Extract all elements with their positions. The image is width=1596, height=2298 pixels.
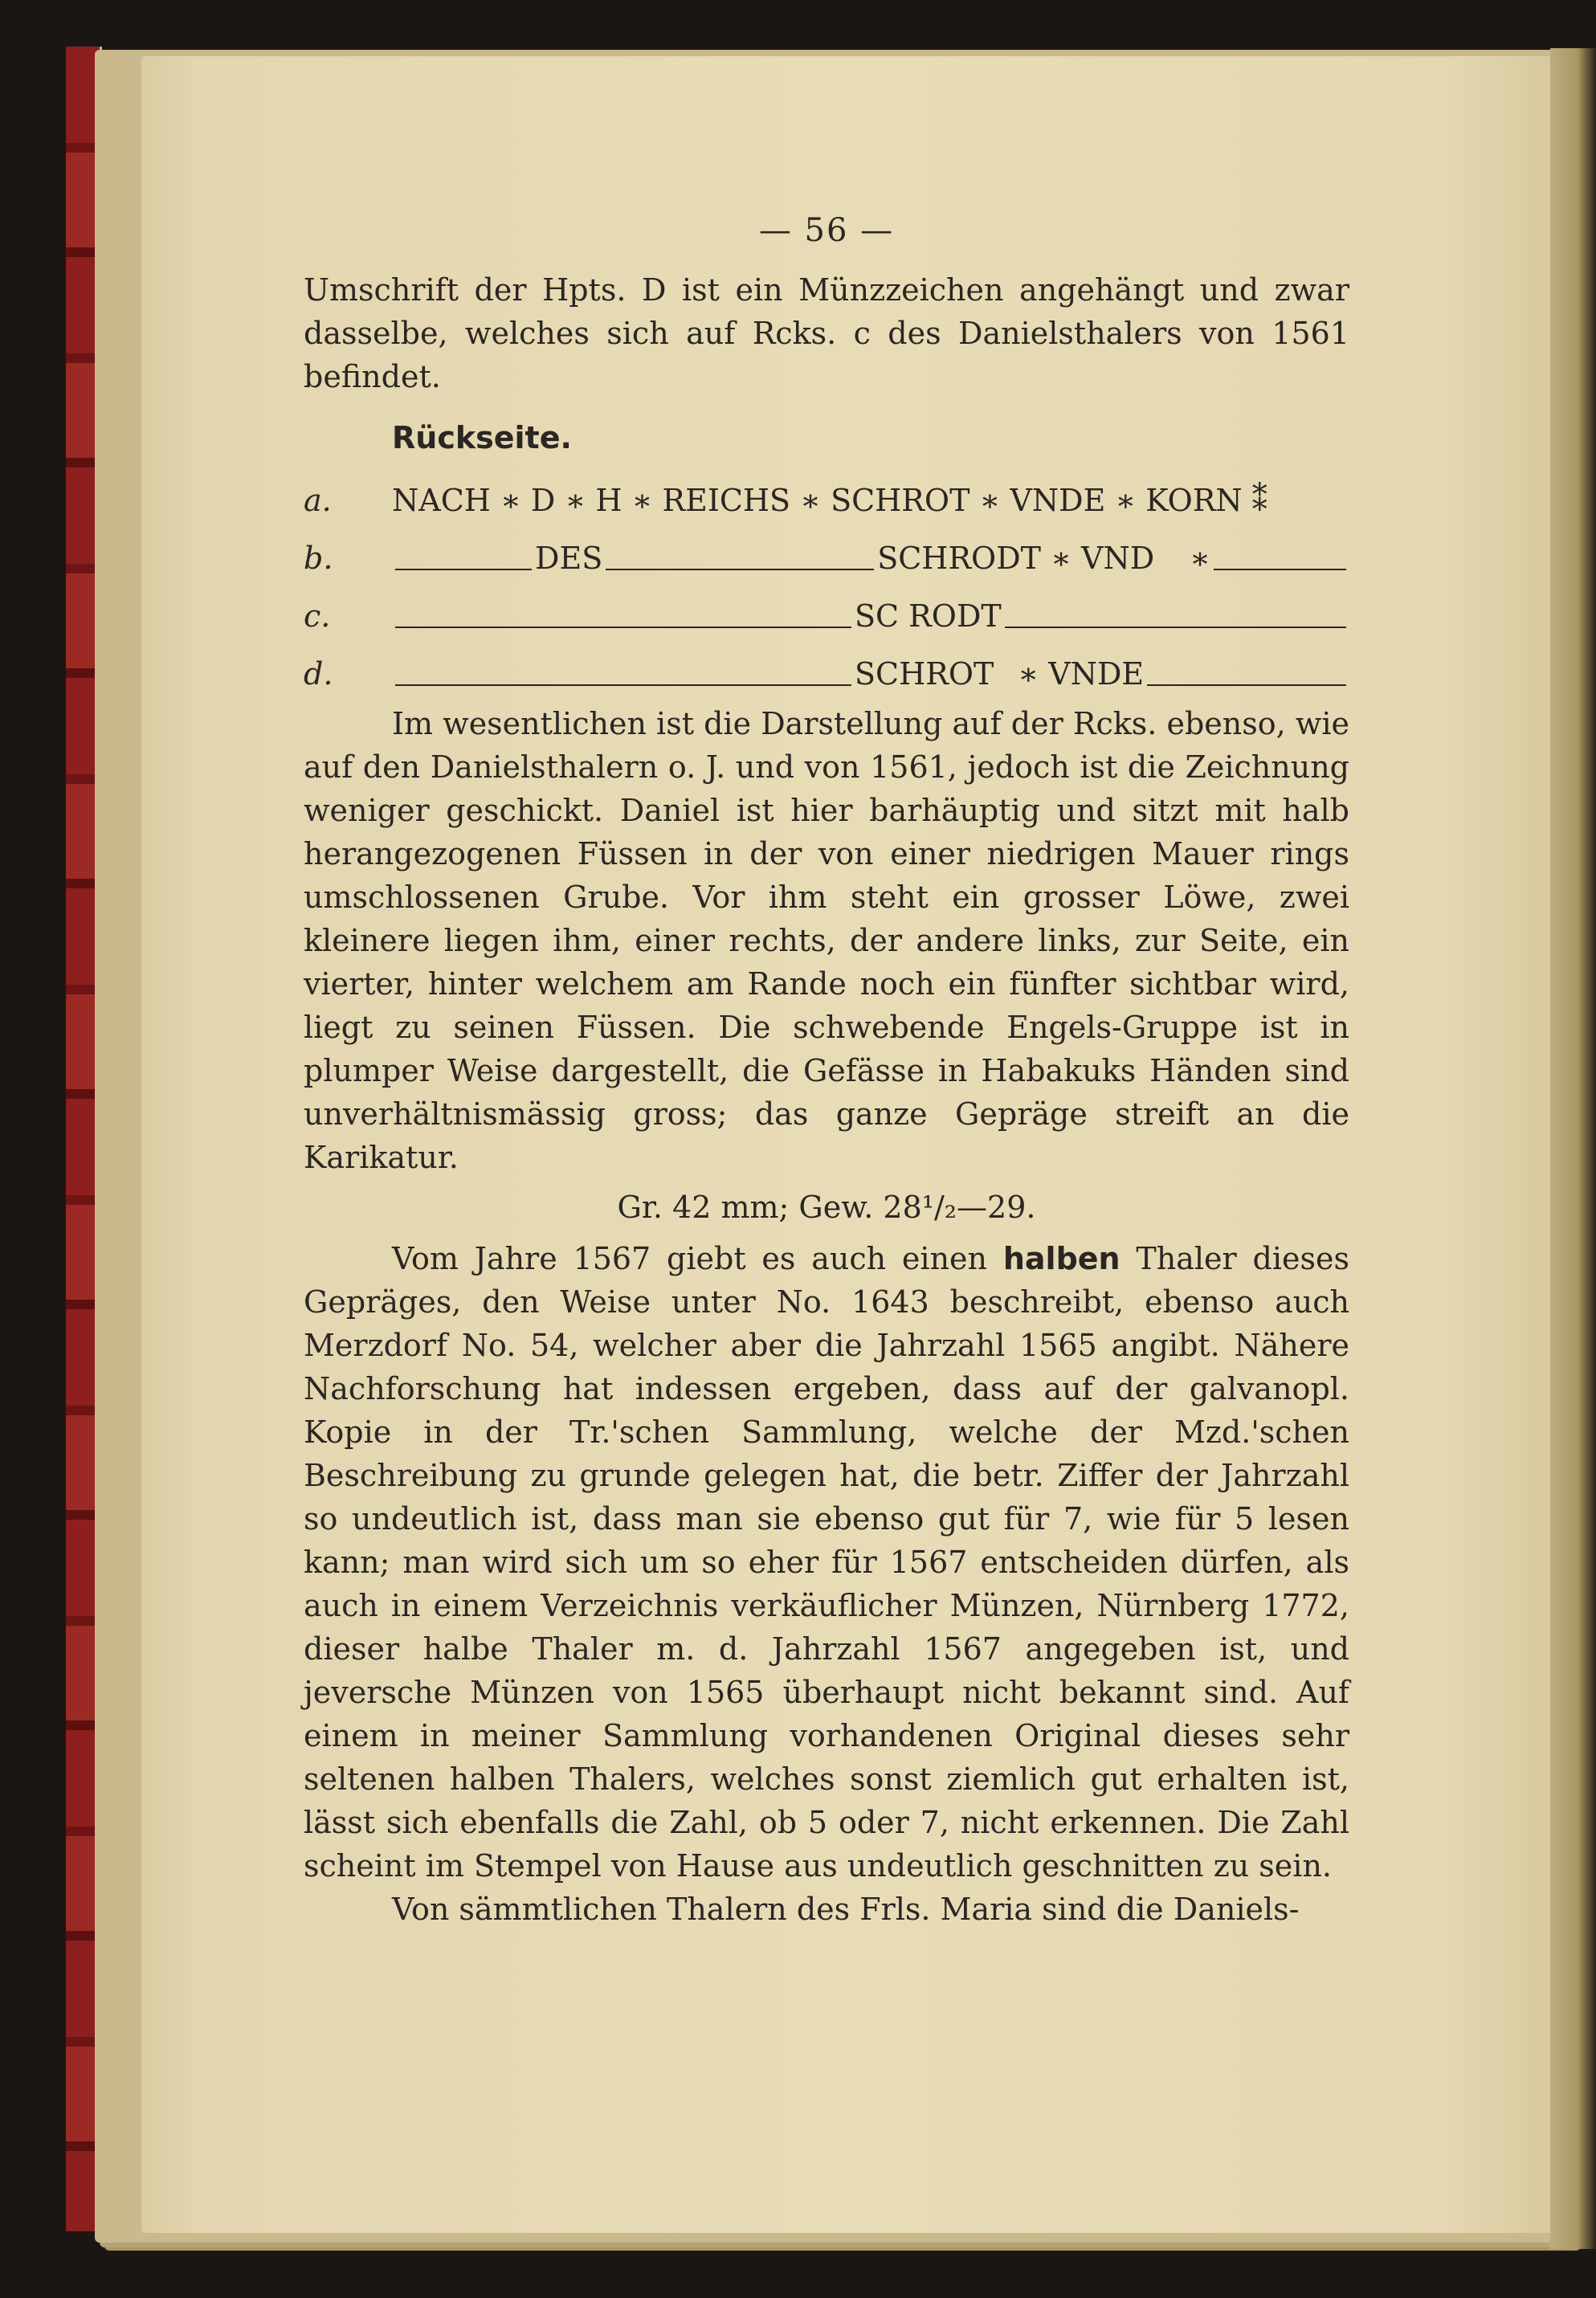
page-number: — 56 — xyxy=(758,212,895,249)
legend-word: SCHROT xyxy=(855,656,994,692)
paragraph-rest: Thaler dieses Gepräges, den Weise unter No. 1643 beschreibt, ebenso auch Merzdorf No. 54, welcher aber die Jahrzahl 1565 angibt. Nähere Nachforschung hat indessen ergeben, dass auf der galvanopl. Kopie in der Tr.'schen Sammlung, welche der Mzd.'schen Beschreibung zu grunde gelegen hat, die betr. Ziffer der Jahrzahl so undeutlich ist, dass man sie ebenso gut für 7, wie für 5 lesen kann; man wird sich um so eher für 1567 entscheiden dürfen, als auch in einem Verzeichnis verkäuflicher Münzen, Nürnberg 1772, dieser halbe Thaler m. d. Jahrzahl 1567 angegeben ist, und jeversche Münzen von 1565 überhaupt nicht bekannt sind. Auf einem in meiner Sammlung vorhandenen Original dieses sehr seltenen halben Thalers, welches sonst ziemlich gut erhalten ist, lässt sich ebenfalls die Zahl, ob 5 oder 7, nicht erkennen. Die Zahl scheint im Stempel von Hause aus undeutlich geschnitten zu sein. xyxy=(304,1241,1349,1884)
measurements: Gr. 42 mm; Gew. 28¹/₂—29. xyxy=(617,1190,1036,1225)
row-label: b. xyxy=(304,541,333,576)
legend-row-d xyxy=(304,638,1349,696)
legend-word: ∗ xyxy=(1190,541,1210,576)
legend-text: NACH ∗ D ∗ H ∗ REICHS ∗ SCHROT ∗ VNDE ∗ KORN ⁑ xyxy=(392,483,1267,518)
blank-line xyxy=(395,569,532,570)
page-text xyxy=(304,209,1349,1931)
row-label: a. xyxy=(304,483,332,518)
blank-line xyxy=(606,569,874,570)
section-heading: Rückseite. xyxy=(392,420,572,455)
description-paragraph: Im wesentlichen ist die Darstellung auf der Rcks. ebenso, wie auf den Danielsthalern o. J. und von 1561, jedoch ist die Zeichnung weniger geschickt. Daniel ist hier barhäuptig und sitzt mit halb herangezogenen Füssen in der von einer niedrigen Mauer rings umschlossenen Grube. Vor ihm steht ein grosser Löwe, zwei kleinere liegen ihm, einer rechts, der andere links, zur Seite, ein vierter, hinter welchem am Rande noch ein fünfter sichtbar wird, liegt zu seinen Füssen. Die schwebende Engels-Gruppe ist in plumper Weise dargestellt, die Gefässe in Habakuks Händen sind unverhältnismässig gross; das ganze Gepräge streift an die Karikatur. xyxy=(304,706,1349,1175)
row-label: d. xyxy=(304,656,333,692)
legend-row-a xyxy=(304,464,1349,522)
closing-line: Von sämmtlichen Thalern des Frls. Maria sind die Daniels- xyxy=(392,1892,1300,1927)
legend-word: DES xyxy=(535,541,603,576)
legend-word: SCHRODT ∗ VND xyxy=(877,541,1155,576)
paragraph-start: Vom Jahre 1567 giebt es auch einen xyxy=(392,1241,988,1276)
blank-line xyxy=(395,627,851,628)
blank-line xyxy=(1214,569,1346,570)
row-label: c. xyxy=(304,598,331,634)
blank-line xyxy=(395,684,851,686)
blank-line xyxy=(1147,684,1346,686)
intro-paragraph: Umschrift der Hpts. D ist ein Münzzeichen angehängt und zwar dasselbe, welches sich auf Rcks. c des Danielsthalers von 1561 befindet. xyxy=(304,272,1349,394)
half-thaler-paragraph xyxy=(304,1237,1349,1888)
legend-row-c xyxy=(304,580,1349,638)
legend-word: ∗ VNDE xyxy=(1018,656,1145,692)
emphasis-halben: halben xyxy=(1002,1241,1120,1276)
legend-word: SC RODT xyxy=(855,598,1002,634)
blank-line xyxy=(1005,627,1346,628)
right-gutter xyxy=(1550,48,1596,2249)
legend-row-b xyxy=(304,522,1349,580)
